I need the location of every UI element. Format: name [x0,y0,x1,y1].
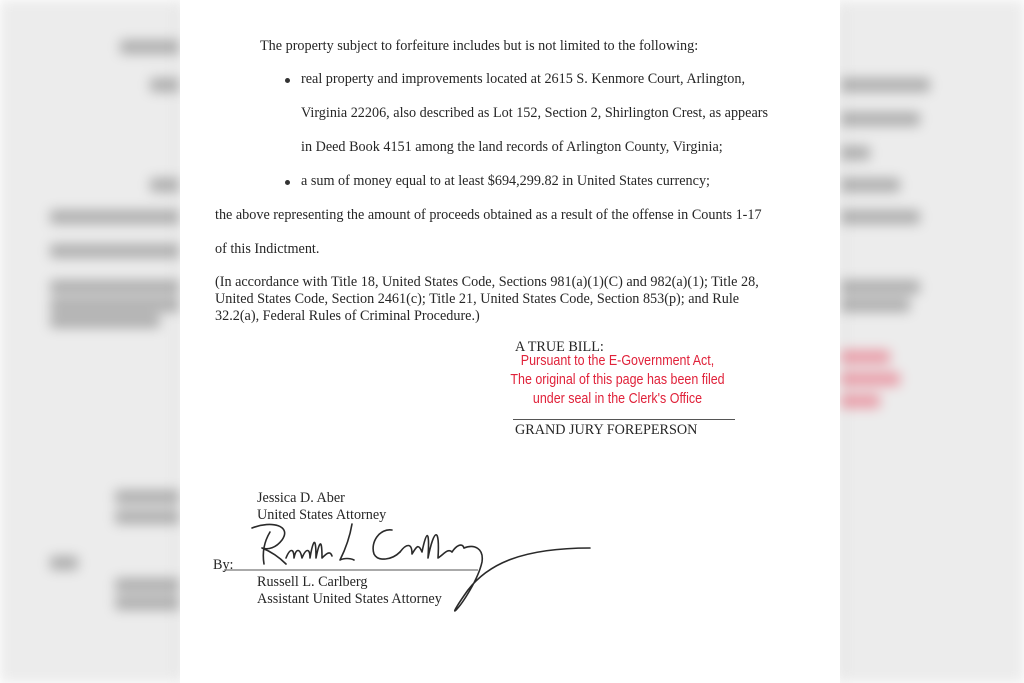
property-address-line-2: Virginia 22206, also described as Lot 152, Section 2, Shirlington Crest, as appears [301,105,768,121]
attorney-title: United States Attorney [257,507,387,523]
foreperson-label: GRAND JURY FOREPERSON [515,422,698,438]
by-label: By: [213,557,234,573]
proceeds-line-2: of this Indictment. [215,241,320,257]
citation-line-2: United States Code, Section 2461(c); Title 21, United States Code, Section 853(p); and Rule [215,291,740,307]
assistant-name: Russell L. Carlberg [257,574,368,590]
document-page [180,0,840,683]
blurred-background-right [840,0,1024,683]
proceeds-line-1: the above representing the amount of proceeds obtained as a result of the offense in Counts 1-17 [215,207,762,223]
stamp-line-3: under seal in the Clerk's Office [532,391,703,407]
stamp-line-2: The original of this page has been filed [510,372,725,388]
blurred-background-left [0,0,180,683]
citation-line-1: (In accordance with Title 18, United States Code, Sections 981(a)(1)(C) and 982(a)(1); Title 28, [215,274,759,290]
seal-stamp [510,352,725,409]
true-bill-label: A TRUE BILL: [515,339,604,355]
property-address-line-3: in Deed Book 4151 among the land records of Arlington County, Virginia; [301,139,723,155]
money-sum-line: a sum of money equal to at least $694,299.82 in United States currency; [301,173,710,189]
bullet-icon [285,180,290,185]
forfeiture-intro: The property subject to forfeiture includes but is not limited to the following: [260,38,699,54]
attorney-name: Jessica D. Aber [257,490,345,506]
property-address-line-1: real property and improvements located at 2615 S. Kenmore Court, Arlington, [301,71,746,87]
assistant-title: Assistant United States Attorney [257,591,442,607]
citation-line-3: 32.2(a), Federal Rules of Criminal Procedure.) [215,308,480,324]
foreperson-signature-line [513,419,735,420]
bullet-icon [285,78,290,83]
stamp-line-1: Pursuant to the E-Government Act, [520,353,715,369]
